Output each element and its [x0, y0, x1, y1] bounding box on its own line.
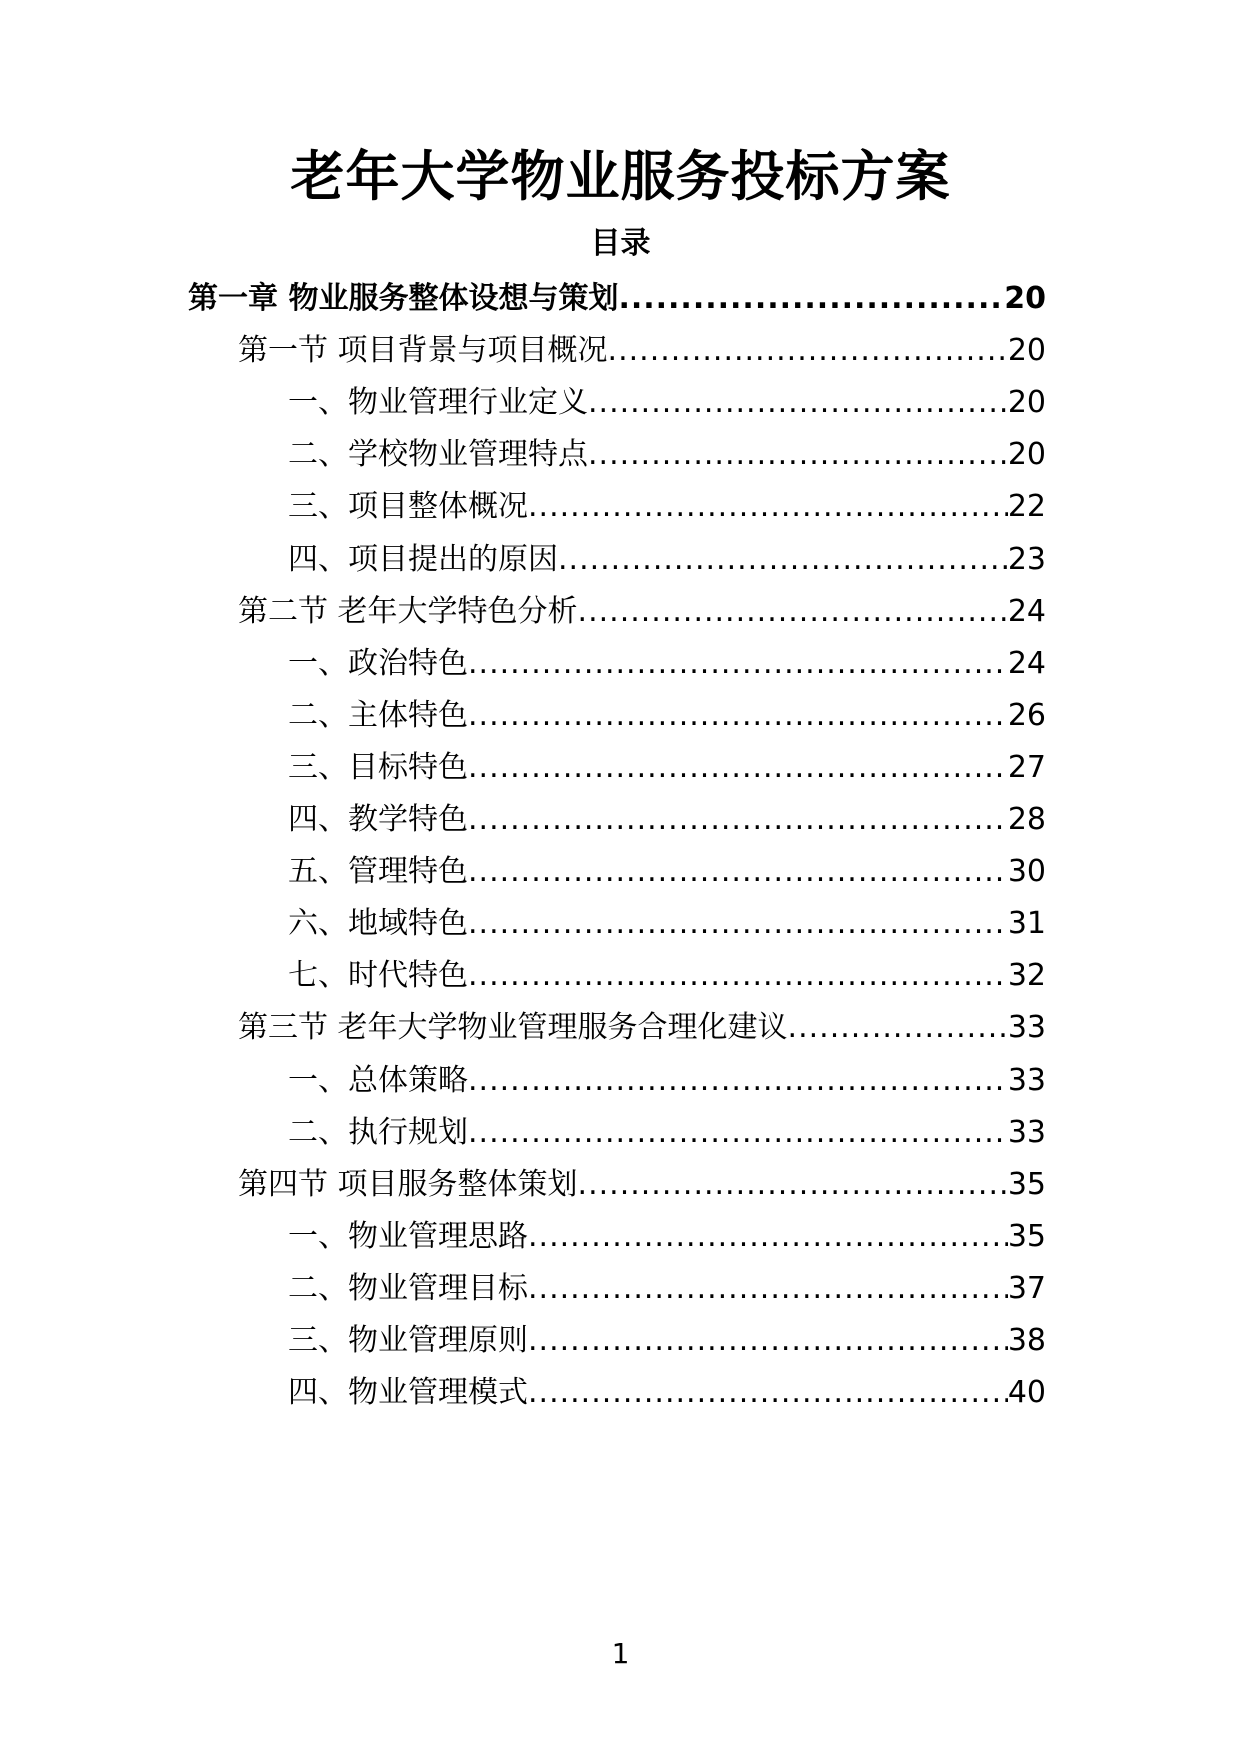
toc-entry-page: 24: [1007, 645, 1046, 681]
toc-dot-leader: [468, 800, 1008, 840]
toc-entry-label: 二、物业管理目标: [288, 1270, 528, 1306]
toc-entry-page: 24: [1007, 593, 1046, 629]
toc-entry-page: 38: [1007, 1323, 1046, 1358]
toc-entry-label: 四、项目提出的原因: [288, 541, 558, 577]
toc-entry[interactable]: [288, 374, 1046, 432]
toc-entry[interactable]: [288, 635, 1046, 693]
toc-entry-label: 七、时代特色: [288, 958, 468, 994]
toc-dot-leader: [558, 540, 1008, 580]
toc-entry-page: 40: [1007, 1375, 1046, 1411]
toc-entry-label: 一、物业管理思路: [288, 1218, 528, 1254]
toc-dot-leader: [468, 1061, 1008, 1101]
toc-dot-leader: [468, 748, 1008, 788]
toc-entry[interactable]: [238, 1156, 1046, 1214]
toc-entry-label: 三、项目整体概况: [288, 489, 528, 525]
toc-entry-page: 33: [1007, 1010, 1046, 1046]
toc-entry[interactable]: [288, 531, 1046, 589]
toc-entry-label: 二、学校物业管理特点: [288, 437, 588, 473]
toc-entry-label: 第一节 项目背景与项目概况: [238, 333, 608, 369]
toc-entry-page: 35: [1007, 1218, 1046, 1254]
toc-entry-page: 28: [1007, 802, 1046, 837]
toc-entry-label: 三、物业管理原则: [288, 1323, 528, 1358]
toc-dot-leader: [468, 852, 1008, 892]
toc-entry-label: 一、总体策略: [288, 1062, 468, 1098]
toc-entry-page: 35: [1007, 1166, 1046, 1202]
toc-dot-leader: [528, 1217, 1008, 1257]
toc-dot-leader: [588, 383, 1008, 423]
toc-entry[interactable]: [288, 947, 1046, 1005]
toc-entry[interactable]: [288, 1260, 1046, 1318]
toc-entry-page: 20: [1007, 385, 1046, 421]
toc-entry-label: 四、物业管理模式: [288, 1375, 528, 1411]
toc-dot-leader: [788, 1008, 1008, 1048]
toc-entry-label: 六、地域特色: [288, 906, 468, 942]
toc-dot-leader: [578, 592, 1008, 632]
toc-entry[interactable]: [288, 739, 1046, 797]
toc-dot-leader: [468, 956, 1008, 996]
toc-dot-leader: [468, 644, 1008, 684]
toc-entry-label: 二、主体特色: [288, 697, 468, 733]
toc-entry[interactable]: [188, 270, 1046, 328]
toc-entry[interactable]: [288, 843, 1046, 901]
toc-entry[interactable]: [238, 583, 1046, 641]
toc-entry[interactable]: [238, 322, 1046, 380]
page-number: 1: [611, 1637, 630, 1670]
toc-entry[interactable]: [238, 999, 1046, 1057]
toc-entry-label: 四、教学特色: [288, 802, 468, 837]
toc-entry[interactable]: [288, 1104, 1046, 1162]
toc-entry[interactable]: [288, 1208, 1046, 1266]
toc-dot-leader: [468, 1113, 1008, 1153]
toc-dot-leader: [528, 1373, 1008, 1413]
toc-entry[interactable]: [288, 478, 1046, 536]
toc-entry[interactable]: [288, 687, 1046, 745]
toc-entry-label: 第四节 项目服务整体策划: [238, 1166, 578, 1202]
toc-entry[interactable]: [288, 895, 1046, 953]
toc-entry-label: 第三节 老年大学物业管理服务合理化建议: [238, 1010, 788, 1046]
toc-entry-page: 27: [1007, 749, 1046, 785]
toc-entry[interactable]: [288, 1364, 1046, 1422]
toc-entry-label: 一、政治特色: [288, 645, 468, 681]
toc-dot-leader: [618, 279, 1004, 319]
toc-dot-leader: [578, 1165, 1008, 1205]
toc-dot-leader: [528, 1269, 1008, 1309]
toc-heading: 目录: [590, 226, 651, 261]
toc-dot-leader: [528, 487, 1008, 527]
toc-entry-page: 30: [1007, 854, 1046, 890]
toc-dot-leader: [528, 1321, 1008, 1361]
toc-entry-label: 第一章 物业服务整体设想与策划: [188, 281, 619, 316]
toc-dot-leader: [468, 696, 1008, 736]
toc-entry[interactable]: [288, 791, 1046, 849]
toc-entry[interactable]: [288, 1312, 1046, 1370]
toc-entry-page: 32: [1007, 958, 1046, 994]
toc-entry-page: 20: [1007, 437, 1046, 473]
toc-entry[interactable]: [288, 1052, 1046, 1110]
toc-entry-page: 31: [1007, 906, 1046, 942]
toc-entry[interactable]: [288, 426, 1046, 484]
toc-entry-page: 37: [1007, 1270, 1046, 1306]
toc-entry-page: 20: [1004, 281, 1046, 316]
toc-entry-label: 五、管理特色: [288, 854, 468, 890]
document-title: 老年大学物业服务投标方案: [290, 145, 951, 208]
toc-dot-leader: [588, 435, 1008, 475]
toc-dot-leader: [608, 331, 1008, 371]
toc-entry-page: 33: [1007, 1062, 1046, 1098]
toc-entry-label: 二、执行规划: [288, 1114, 468, 1150]
toc-entry-label: 一、物业管理行业定义: [288, 385, 588, 421]
toc-entry-page: 20: [1007, 333, 1046, 369]
toc-entry-page: 23: [1007, 541, 1046, 577]
toc-dot-leader: [468, 904, 1008, 944]
toc-entry-page: 22: [1007, 489, 1046, 525]
toc-entry-page: 26: [1007, 697, 1046, 733]
toc-entry-label: 第二节 老年大学特色分析: [238, 593, 578, 629]
toc-entry-label: 三、目标特色: [288, 749, 468, 785]
toc-entry-page: 33: [1007, 1114, 1046, 1150]
